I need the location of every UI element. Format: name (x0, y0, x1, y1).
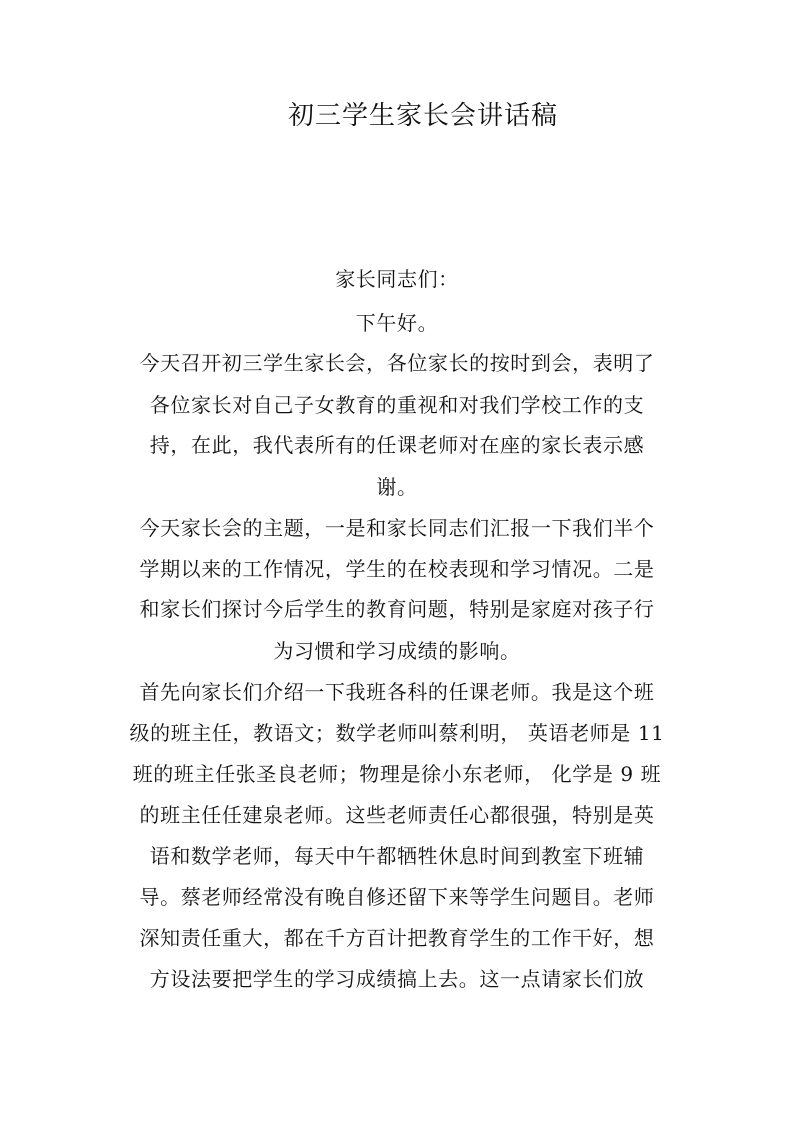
body-line: 级的班主任，教语文；数学老师叫蔡利明， 英语老师是 11 (129, 721, 665, 745)
body-line: 学期以来的工作情况，学生的在校表现和学习情况。二是 (139, 557, 655, 581)
body-line: 导。蔡老师经常没有晚自修还留下来等学生问题目。老师 (139, 885, 655, 909)
body-line: 深知责任重大，都在千方百计把教育学生的工作干好，想 (139, 926, 655, 950)
body-line: 今天家长会的主题，一是和家长同志们汇报一下我们半个 (139, 516, 655, 540)
document-title: 初三学生家长会讲话稿 (287, 101, 558, 131)
body-line: 和家长们探讨今后学生的教育问题，特别是家庭对孩子行 (139, 597, 655, 621)
hello-line: 下午好。 (355, 311, 439, 335)
body-line: 为习惯和学习成绩的影响。 (273, 639, 521, 663)
body-line: 语和数学老师，每天中午都牺牲休息时间到教室下班辅 (149, 844, 645, 868)
body-line: 班的班主任张圣良老师；物理是徐小东老师， 化学是 9 班 (132, 762, 662, 786)
body-line: 各位家长对自己子女教育的重视和对我们学校工作的支 (149, 393, 645, 417)
body-line: 今天召开初三学生家长会，各位家长的按时到会，表明了 (139, 351, 655, 375)
greeting-line: 家长同志们： (335, 267, 459, 291)
body-line: 的班主任任建泉老师。这些老师责任心都很强，特别是英 (139, 803, 655, 827)
body-line: 首先向家长们介绍一下我班各科的任课老师。我是这个班 (139, 680, 655, 704)
body-line: 方设法要把学生的学习成绩搞上去。这一点请家长们放 (149, 967, 645, 991)
body-line: 持，在此，我代表所有的任课老师对在座的家长表示感 (149, 433, 645, 457)
body-line: 谢。 (376, 475, 418, 499)
